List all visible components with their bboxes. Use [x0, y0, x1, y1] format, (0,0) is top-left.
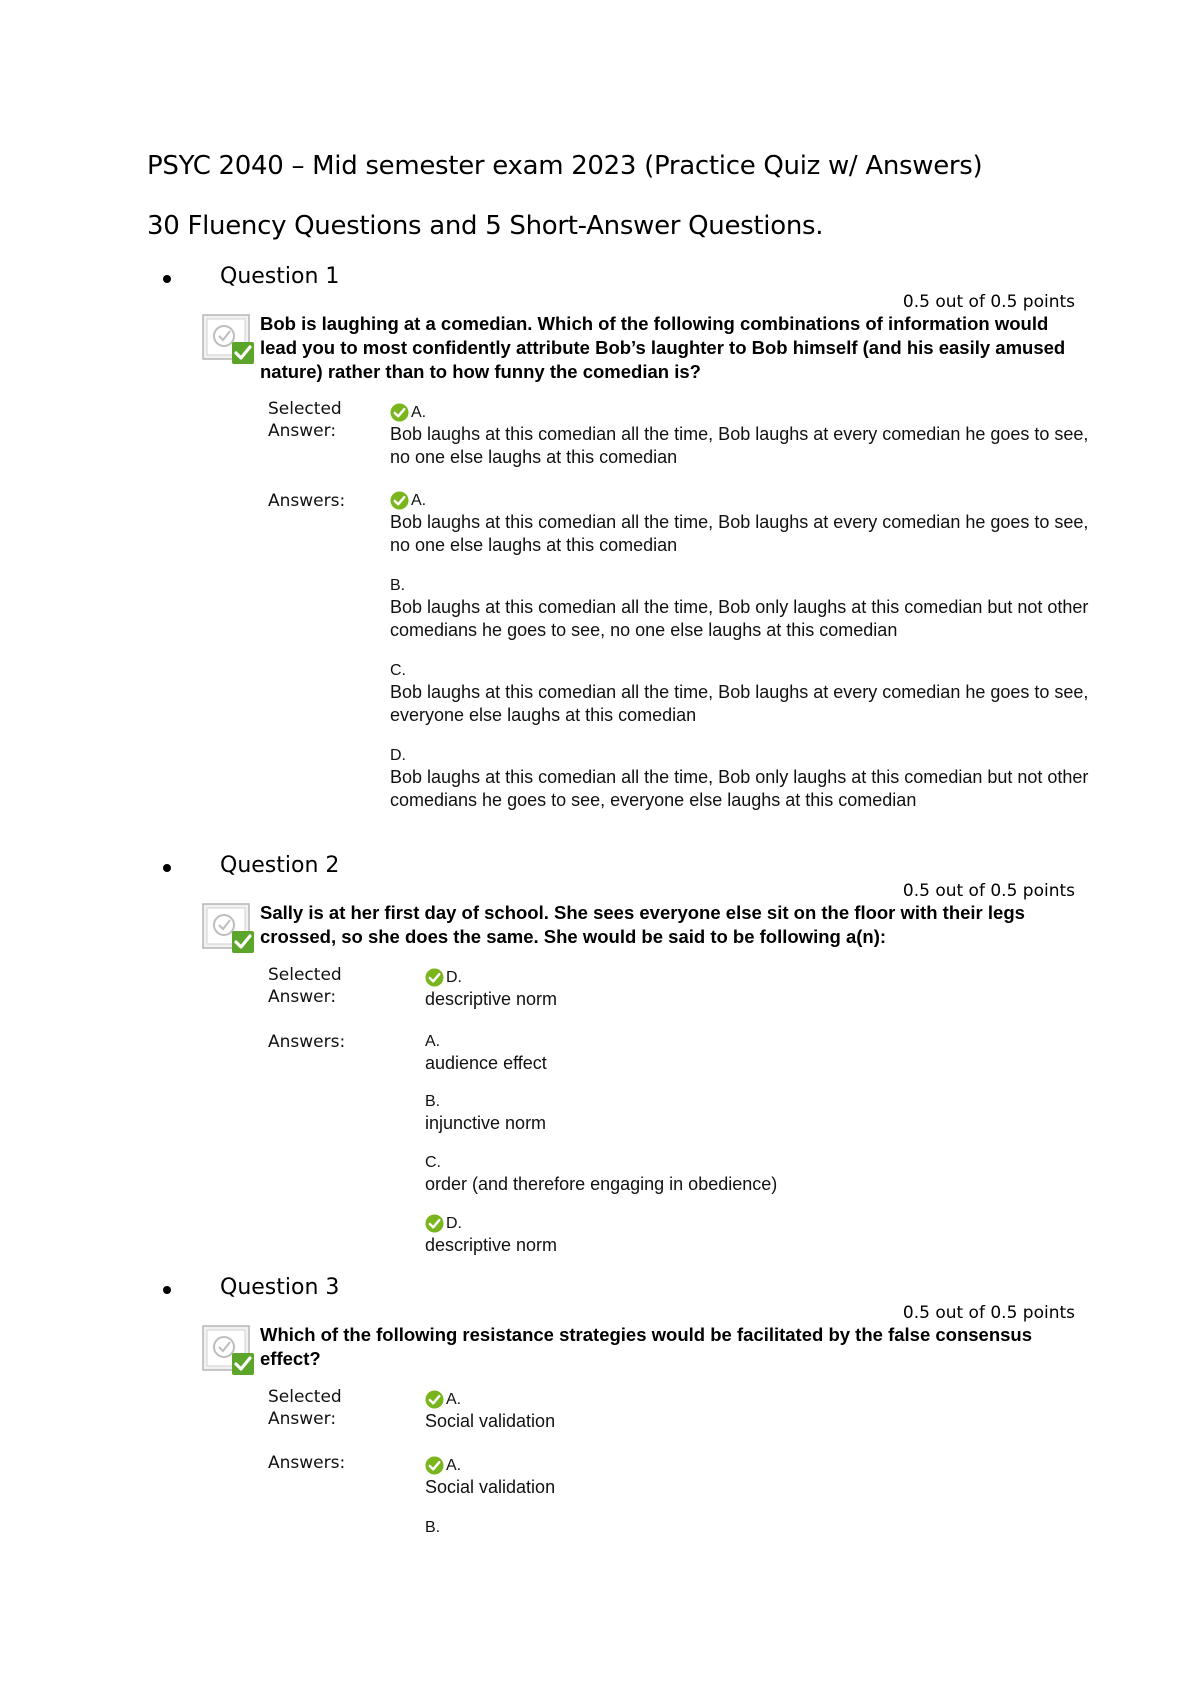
answer-letter: A.: [425, 1033, 441, 1050]
answer-letter: A.: [411, 492, 427, 509]
question-points: 0.5 out of 0.5 points: [902, 1303, 1075, 1323]
answer-letter: D.: [446, 1215, 462, 1232]
answer-option: [425, 1152, 1145, 1196]
bullet-icon: [163, 275, 171, 283]
answer-letter: A.: [446, 1457, 462, 1474]
answers-label: Answers:: [268, 1032, 346, 1052]
answer-text: Bob laughs at this comedian all the time, Bob only laughs at this comedian but not other comedians he goes to see, everyone else laughs at this comedian: [390, 767, 1089, 810]
page-subtitle: 30 Fluency Questions and 5 Short-Answer Questions.: [147, 211, 824, 241]
answer-text: audience effect: [425, 1053, 547, 1073]
selected-answer-label: Selected Answer:: [268, 965, 342, 1007]
answer-option: [390, 745, 1110, 812]
answers-label: Answers:: [268, 491, 346, 511]
answer-letter: B.: [390, 577, 406, 594]
answer-letter: D.: [390, 747, 406, 764]
selected-answer-label: Selected Answer:: [268, 1387, 342, 1429]
selected-answer: [425, 967, 1145, 1011]
answer-text: Social validation: [425, 1477, 556, 1497]
question-points: 0.5 out of 0.5 points: [902, 881, 1075, 901]
answer-option: [425, 1031, 1145, 1075]
bullet-icon: [163, 864, 171, 872]
selected-answer: [390, 402, 1110, 469]
answer-letter: B.: [425, 1093, 441, 1110]
answer-option: [425, 1517, 1145, 1538]
answer-option: [390, 660, 1110, 727]
check-icon: [425, 1456, 444, 1475]
question-title: Question 3: [220, 1275, 340, 1300]
answer-text: order (and therefore engaging in obedience): [425, 1174, 778, 1194]
question-title: Question 1: [220, 264, 340, 289]
selected-answer-label: Selected Answer:: [268, 399, 342, 441]
question-title: Question 2: [220, 853, 340, 878]
answer-option: [390, 575, 1110, 642]
answer-text: Bob laughs at this comedian all the time, Bob laughs at every comedian he goes to see, no one else laughs at this comedian: [390, 424, 1089, 467]
answer-text: Bob laughs at this comedian all the time, Bob only laughs at this comedian but not other comedians he goes to see, no one else laughs at this comedian: [390, 597, 1089, 640]
selected-answer: [425, 1389, 1145, 1433]
answer-text: Bob laughs at this comedian all the time, Bob laughs at every comedian he goes to see, no one else laughs at this comedian: [390, 512, 1089, 555]
answer-option: [425, 1091, 1145, 1135]
question-text: Which of the following resistance strategies would be facilitated by the false consensus effect?: [260, 1324, 1033, 1369]
answer-option: [390, 490, 1110, 557]
answer-letter: C.: [390, 662, 406, 679]
answer-text: injunctive norm: [425, 1113, 547, 1133]
check-icon: [390, 491, 409, 510]
answer-text: Bob laughs at this comedian all the time, Bob laughs at every comedian he goes to see, everyone else laughs at this comedian: [390, 682, 1089, 725]
check-icon: [425, 1390, 444, 1409]
answer-letter: B.: [425, 1519, 441, 1536]
check-icon: [425, 1214, 444, 1233]
bullet-icon: [163, 1286, 171, 1294]
answer-letter: A.: [446, 1391, 462, 1408]
question-text: Sally is at her first day of school. She sees everyone else sit on the floor with their legs crossed, so she does the same. She would be said to be following a(n):: [260, 902, 1025, 947]
answer-text: descriptive norm: [425, 1235, 558, 1255]
question-points: 0.5 out of 0.5 points: [902, 292, 1075, 312]
answer-text: descriptive norm: [425, 989, 558, 1009]
answers-label: Answers:: [268, 1453, 346, 1473]
question-text: Bob is laughing at a comedian. Which of the following combinations of information would lead you to most confidently attribute Bob’s laughter to Bob himself (and his easily amused nature) rather than to how funny the comedian is?: [260, 313, 1066, 382]
check-icon: [425, 968, 444, 987]
answer-text: Social validation: [425, 1411, 556, 1431]
answer-letter: C.: [425, 1154, 441, 1171]
answer-letter: D.: [446, 969, 462, 986]
answer-letter: A.: [411, 404, 427, 421]
correct-question-icon: [202, 1325, 256, 1377]
answer-option: [425, 1455, 1145, 1499]
correct-question-icon: [202, 314, 256, 366]
page-title: PSYC 2040 – Mid semester exam 2023 (Practice Quiz w/ Answers): [147, 151, 983, 181]
answer-option: [425, 1213, 1145, 1257]
correct-question-icon: [202, 903, 256, 955]
check-icon: [390, 403, 409, 422]
